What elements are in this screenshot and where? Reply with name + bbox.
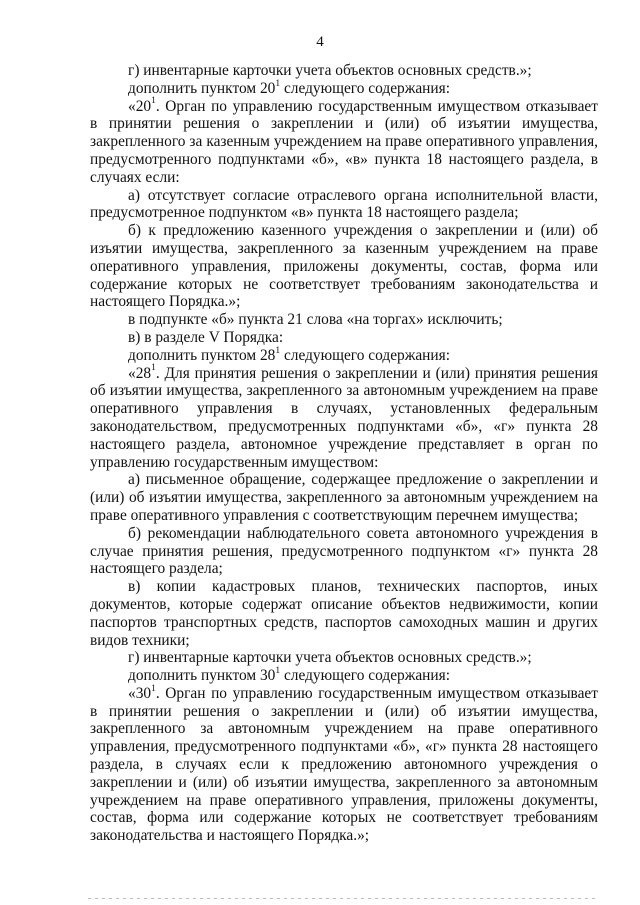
paragraph-item-v-copies: в) копии кадастровых планов, технических паспортов, иных документов, которые содержат описание объектов недвижимости, копии паспортов транспортных средств, паспортов самоходных машин и других видов техники; [90, 578, 598, 649]
paragraph-point-21-amendment: в подпункте «б» пункта 21 слова «на торгах» исключить; [128, 311, 503, 329]
paragraph-item-a-application: а) письменное обращение, содержащее предложение о закреплении и (или) об изъятии имущества, закрепленного за автономным учреждением на праве оперативного управления с соответствующим перечнем имущества; [90, 471, 598, 524]
paragraph-item-g-inventory: г) инвентарные карточки учета объектов основных средств.»; [128, 62, 532, 79]
paragraph-item-b-documents: б) к предложению казенного учреждения о закреплении и (или) об изъятии имущества, закрепленного за казенным учреждением на праве оперативного управления, приложены документы, состав, форма или содержание которых не соответствует требованиям законодательства и настоящего Порядка.»; [90, 222, 598, 311]
superscript: 1 [151, 96, 156, 107]
paragraph-item-a-consent: а) отсутствует согласие отраслевого органа исполнительной власти, предусмотренное подпунктом «в» пункта 18 настоящего раздела; [90, 186, 598, 222]
paragraph-item-g-inventory-2: г) инвентарные карточки учета объектов основных средств.»; [128, 649, 532, 667]
superscript: 1 [275, 345, 281, 356]
page-number: 4 [316, 34, 324, 50]
superscript: 1 [151, 683, 156, 694]
paragraph-point-30-1: «$30^1$. Орган по управлению государственным имуществом отказывает в принятии решения о закреплении и (или) об изъятии имущества, закрепленного за автономным учреждением на праве оперативного управления, предусмотренного подпунктами «б», «г» пункта 28 настоящего раздела, в случаях если к предложению автономного учреждения о закреплении и (или) об изъятии имущества, закрепленного за автономным учреждением на праве оперативного управления, приложены документы, состав, форма или содержание которых не соответствует требованиям законодательства и настоящего Порядка.»; [90, 683, 598, 845]
superscript: 1 [275, 665, 281, 676]
superscript: 1 [275, 78, 281, 89]
superscript: 1 [151, 363, 156, 374]
footer-divider [88, 898, 598, 899]
paragraph-section-v: в) в разделе V Порядка: [128, 328, 284, 346]
paragraph-add-point-20-1: дополнить пунктом $20^1$ следующего содержания: [128, 78, 451, 97]
paragraph-add-point-28-1: дополнить пунктом $28^1$ следующего содержания: [128, 345, 451, 364]
paragraph-item-b-recommendations: б) рекомендации наблюдательного совета автономного учреждения в случае принятия решения, предусмотренного подпунктом «г» пункта 28 настоящего раздела; [90, 524, 598, 578]
document-body [90, 62, 598, 845]
paragraph-add-point-30-1: дополнить пунктом $30^1$ следующего содержания: [128, 665, 451, 685]
paragraph-point-20-1: «$20^1$. Орган по управлению государственным имуществом отказывает в принятии решения о закреплении и (или) об изъятии имущества, закрепленного за казенным учреждением на праве оперативного управления, предусмотренного подпунктами «б», «в» пункта 18 настоящего раздела, в случаях если: [90, 96, 598, 186]
paragraph-point-28-1: «$28^1$. Для принятия решения о закреплении и (или) принятия решения об изъятии имущества, закрепленного за автономным учреждением на праве оперативного управления в случаях, установленных федеральным законодательством, предусмотренных подпунктами «б», «г» пункта 28 настоящего раздела, автономное учреждение представляет в орган по управлению государственным имуществом: [90, 363, 598, 471]
